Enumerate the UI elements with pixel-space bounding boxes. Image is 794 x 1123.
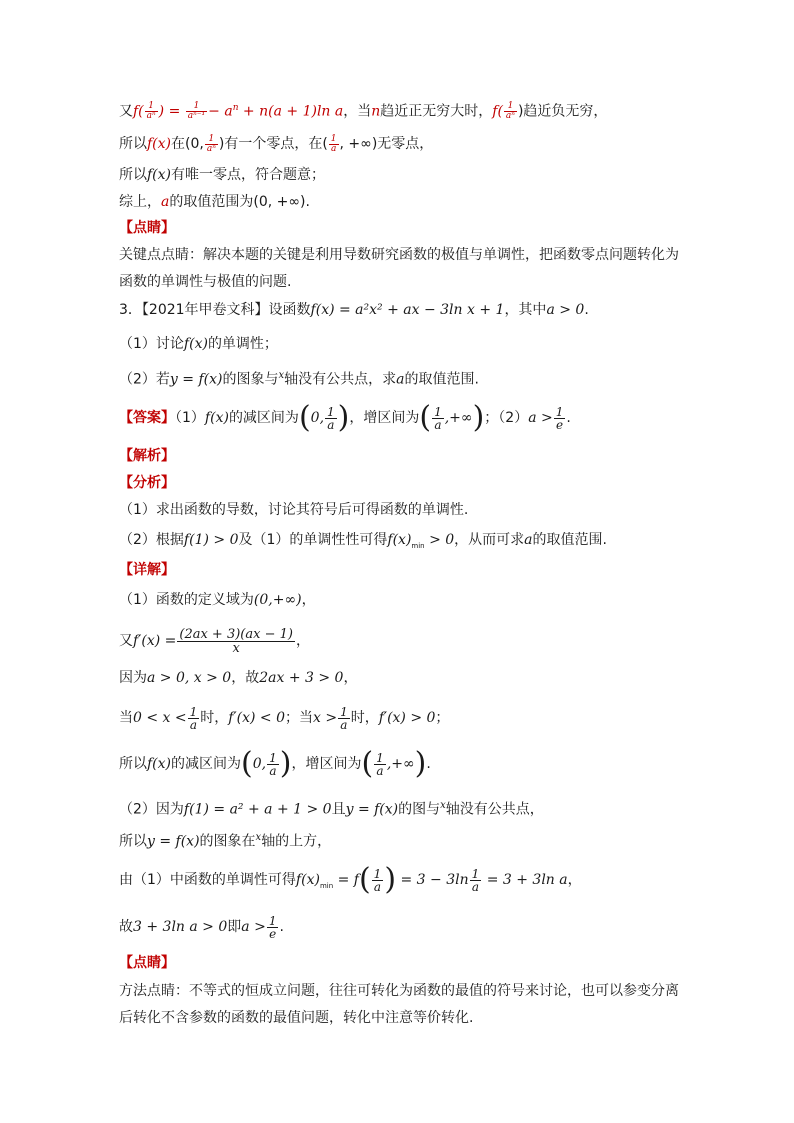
- math: f′(x) =: [133, 633, 177, 649]
- math: > 0: [424, 532, 455, 548]
- fraction: $\frac{1}{\text{aⁿ}}$: [206, 133, 216, 154]
- text: ；当: [284, 710, 313, 726]
- text-line-3: [119, 165, 325, 185]
- problem-3-statement: [119, 300, 589, 320]
- fraction: $\frac{1}{a}$: [471, 866, 480, 894]
- math: 0,: [252, 756, 267, 772]
- fraction: $\frac{1}{\text{aⁿ}}$: [505, 101, 515, 122]
- text: 所以: [119, 136, 147, 152]
- text: 综上，: [119, 194, 161, 210]
- math: ) =: [158, 103, 181, 120]
- math: y = f(x): [169, 371, 223, 388]
- text: 的减区间为: [228, 410, 299, 426]
- math: 0,: [310, 410, 325, 426]
- text: ；: [435, 710, 450, 726]
- fraction: $\frac{1}{a}$: [376, 750, 384, 778]
- text: 时，: [350, 710, 379, 726]
- text: （2）若: [119, 371, 170, 388]
- math: a > 0, x > 0: [147, 670, 232, 686]
- math: min: [319, 881, 334, 890]
- math: f(x) = a²x² + ax − 3ln x + 1: [310, 302, 505, 318]
- math: 2ax + 3 > 0: [259, 670, 344, 686]
- text: ，: [567, 872, 582, 888]
- text: （2）根据: [119, 532, 184, 548]
- text: ，故: [231, 670, 260, 686]
- text: 的取值范围.: [532, 532, 607, 548]
- fraction: $\frac{1}{a}$: [189, 704, 198, 732]
- text: 又: [119, 103, 133, 120]
- math: f(x): [387, 532, 412, 548]
- math: a: [524, 532, 533, 548]
- fraction: $\frac{1}{a}$: [269, 750, 277, 778]
- math: y = f(x): [147, 833, 200, 850]
- text: 故: [119, 919, 133, 935]
- analysis-line-1: （1）求出函数的导数，讨论其符号后可得函数的单调性.: [119, 502, 469, 518]
- fraction: $\frac{1}{a}$: [373, 866, 382, 894]
- text: 在(0,: [171, 136, 204, 152]
- math: = f: [333, 872, 359, 888]
- text: ，: [343, 670, 358, 686]
- text: （1）函数的定义域为: [119, 592, 254, 608]
- text: .: [584, 302, 589, 318]
- text: )有一个零点，在(: [218, 136, 328, 152]
- math: f(1) > 0: [183, 532, 239, 548]
- detail-line-1: [119, 590, 316, 610]
- text: ，增区间为: [349, 410, 420, 426]
- fraction: $\frac{1}{a}$: [330, 133, 337, 154]
- detail-line-5: 所以f(x)的减区间为(0, $\frac{1}{a}$ )，增区间为( $\frac{1}{a}$ ,+∞).: [119, 746, 431, 781]
- detail-line-7: [119, 828, 331, 852]
- text: 当: [119, 710, 133, 726]
- text: 的图与: [398, 801, 441, 818]
- method-note-line-1: 方法点睛：不等式的恒成立问题，往往可转化为函数的最值的符号来讨论，也可以参变分离: [119, 983, 679, 999]
- text: 时，: [200, 710, 229, 726]
- math: x: [255, 832, 262, 843]
- text-line-4: [119, 192, 310, 212]
- text: 所以: [119, 833, 147, 850]
- text: .: [426, 756, 431, 772]
- math: x: [278, 370, 285, 381]
- text: ，增区间为: [291, 756, 362, 772]
- section-header-dianjing: 【点睛】: [119, 220, 175, 236]
- fraction: $\frac{1}{e}$: [555, 404, 564, 432]
- detail-line-9: [119, 910, 284, 944]
- fraction: $\frac{1}{a}$: [327, 404, 335, 432]
- math: a >: [241, 919, 266, 935]
- math: f(x): [147, 136, 172, 152]
- math: f′(x) < 0: [228, 710, 285, 726]
- math: (0,+∞): [253, 592, 302, 608]
- math: f(x): [147, 756, 172, 772]
- text: ，: [295, 633, 310, 649]
- text: ，当: [343, 103, 372, 120]
- math: f(x): [183, 336, 208, 352]
- math: n: [371, 103, 381, 120]
- math: f(x): [204, 410, 229, 426]
- text: 因为: [119, 670, 147, 686]
- text: 又: [119, 633, 133, 649]
- fraction: $\frac{1}{\text{aⁿ⁻¹}}$: [187, 101, 206, 122]
- math: f(x): [147, 167, 172, 183]
- detail-line-4: [119, 700, 449, 736]
- fraction: $\frac{1}{\text{aⁿ}}$: [146, 101, 156, 122]
- math: 3 + 3ln a > 0: [133, 919, 228, 935]
- math: + n(a + 1)ln a: [238, 103, 344, 120]
- math: x >: [312, 710, 338, 726]
- text: 且: [331, 801, 346, 818]
- answer-header: 【答案】: [119, 410, 175, 426]
- text: ，从而可求: [454, 532, 525, 548]
- text: 有唯一零点，符合题意；: [171, 167, 326, 183]
- text: 轴没有公共点，求: [284, 371, 397, 388]
- section-header-xiangjie: 【详解】: [119, 562, 175, 578]
- math: = 3 − 3ln: [396, 872, 469, 888]
- text-line-1: [119, 98, 607, 122]
- math: f(: [133, 103, 144, 120]
- text: .: [279, 919, 284, 935]
- math: a: [396, 371, 405, 388]
- text: ；（2）: [484, 410, 529, 426]
- text: （1）: [175, 410, 205, 426]
- math: f(x): [295, 872, 320, 888]
- math: a: [161, 194, 170, 210]
- answer-line: 【答案】（1）f(x)的减区间为(0, $\frac{1}{a}$ )，增区间为( $\frac{1}{a}$ ,+∞)；（2）a > $\frac{1}{e}$ .: [119, 400, 571, 435]
- fraction: $\frac{1}{e}$: [268, 913, 277, 941]
- problem-3-part-1: [119, 334, 278, 354]
- text: 的取值范围.: [404, 371, 479, 388]
- text: , +∞)无零点，: [339, 136, 434, 152]
- text: ，其中: [504, 302, 547, 318]
- detail-line-2: [119, 622, 310, 660]
- math: a > 0: [546, 302, 585, 318]
- math: ,+∞: [444, 410, 473, 426]
- math: ,+∞: [386, 756, 415, 772]
- math: min: [411, 541, 425, 550]
- math: f(1) = a² + a + 1 > 0: [183, 801, 332, 818]
- fraction: $\frac{(2ax + 3)(ax - 1)}{x}$: [179, 626, 293, 656]
- text: )趋近负无穷，: [517, 103, 608, 120]
- text: ，: [301, 592, 316, 608]
- analysis-line-2: [119, 530, 607, 556]
- text: 轴没有公共点，: [445, 801, 544, 818]
- text: （2）因为: [119, 801, 184, 818]
- section-header-jiexi: 【解析】: [119, 448, 175, 464]
- detail-line-6: [119, 796, 544, 820]
- text: 3．【2021年甲卷文科】设函数: [119, 302, 311, 318]
- math: f′(x) > 0: [378, 710, 436, 726]
- fraction: $\frac{1}{a}$: [340, 704, 348, 732]
- text: 的减区间为: [171, 756, 242, 772]
- text: 所以: [119, 167, 147, 183]
- problem-3-part-2: [119, 366, 479, 390]
- text: 轴的上方，: [261, 833, 332, 850]
- math: n: [232, 103, 239, 113]
- text: 所以: [119, 756, 147, 772]
- math: x: [440, 800, 446, 811]
- text: 趋近正无穷大时，: [380, 103, 493, 120]
- detail-line-3: [119, 668, 357, 688]
- method-note-line-2: 后转化不含参数的函数的最值问题，转化中注意等价转化.: [119, 1010, 474, 1026]
- text: 及（1）的单调性性可得: [238, 532, 388, 548]
- text: 的图象与: [222, 371, 279, 388]
- text-line-keypoint-2: 函数的单调性与极值的问题.: [119, 274, 292, 290]
- text: 由（1）中函数的单调性可得: [119, 872, 296, 888]
- math: − a: [208, 103, 233, 120]
- text: （1）讨论: [119, 336, 184, 352]
- math: f(: [492, 103, 503, 120]
- math: a >: [528, 410, 553, 426]
- text: 的单调性；: [207, 336, 278, 352]
- text: .: [566, 410, 571, 426]
- text-line-2: [119, 134, 433, 154]
- section-header-dianjing-2: 【点睛】: [119, 955, 175, 971]
- text: 即: [227, 919, 242, 935]
- math: = 3 + 3ln a: [482, 872, 568, 888]
- math: y = f(x): [345, 801, 399, 818]
- text-line-keypoint-1: 关键点点睛：解决本题的关键是利用导数研究函数的极值与单调性，把函数零点问题转化为: [119, 247, 679, 263]
- text: 的取值范围为(0, +∞).: [169, 194, 310, 210]
- detail-line-8: 由（1）中函数的单调性可得$f(x)_{min} = f$( $\frac{1}{a}$ ) = 3 − 3ln $\frac{1}{a}$ = 3 + 3ln a，: [119, 862, 582, 897]
- fraction: $\frac{1}{a}$: [434, 404, 442, 432]
- section-header-fenxi: 【分析】: [119, 475, 175, 491]
- math: 0 < x <: [133, 710, 187, 726]
- text: 的图象在: [199, 833, 256, 850]
